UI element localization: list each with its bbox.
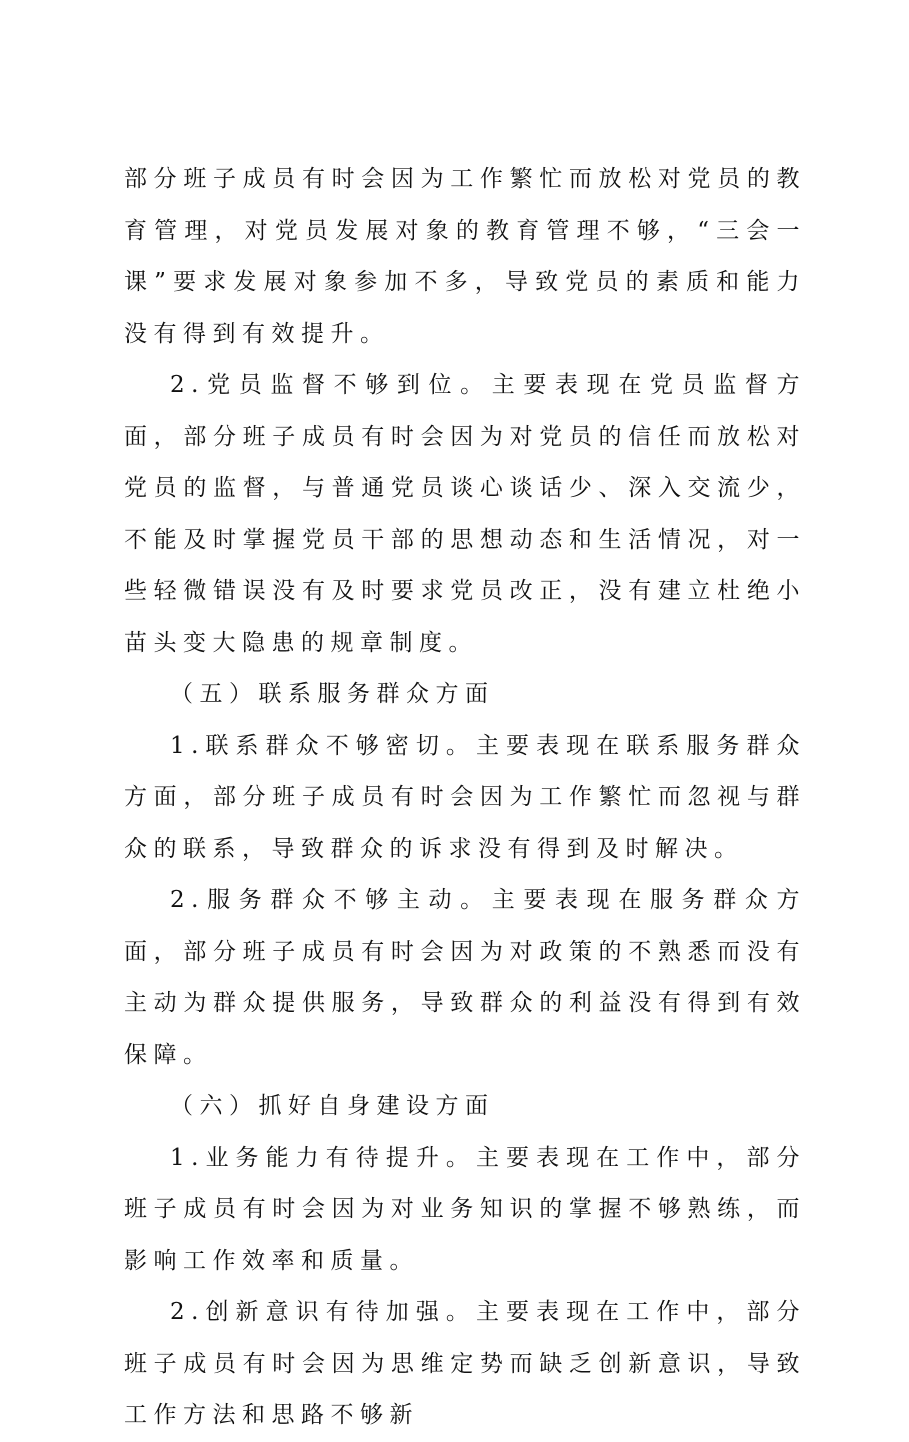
section-heading-five: （五）联系服务群众方面 [170, 681, 495, 707]
paragraph-innovation: 2.创新意识有待加强。主要表现在工作中，部分班子成员有时会因为思维定势而缺乏创新意识，导致工作方法和思路不够新 [124, 1299, 806, 1428]
paragraph-party-supervision: 2.党员监督不够到位。主要表现在党员监督方面，部分班子成员有时会因为对党员的信任而放松对党员的监督，与普通党员谈心谈话少、深入交流少，不能及时掌握党员干部的思想动态和生活情况，对一些轻微错误没有及时要求党员改正，没有建立杜绝小苗头变大隐患的规章制度。 [124, 372, 806, 656]
paragraph-serve-masses: 2.服务群众不够主动。主要表现在服务群众方面，部分班子成员有时会因为对政策的不熟悉而没有主动为群众提供服务，导致群众的利益没有得到有效保障。 [124, 887, 806, 1068]
section-heading-six: （六）抓好自身建设方面 [170, 1093, 495, 1119]
paragraph-continuation: 部分班子成员有时会因为工作繁忙而放松对党员的教育管理，对党员发展对象的教育管理不够，“三会一课”要求发展对象参加不多，导致党员的素质和能力没有得到有效提升。 [124, 166, 806, 347]
document-body [124, 154, 806, 1442]
paragraph-contact-masses: 1.联系群众不够密切。主要表现在联系服务群众方面，部分班子成员有时会因为工作繁忙而忽视与群众的联系，导致群众的诉求没有得到及时解决。 [124, 732, 806, 862]
paragraph-business-ability: 1.业务能力有待提升。主要表现在工作中，部分班子成员有时会因为对业务知识的掌握不够熟练，而影响工作效率和质量。 [124, 1144, 806, 1274]
